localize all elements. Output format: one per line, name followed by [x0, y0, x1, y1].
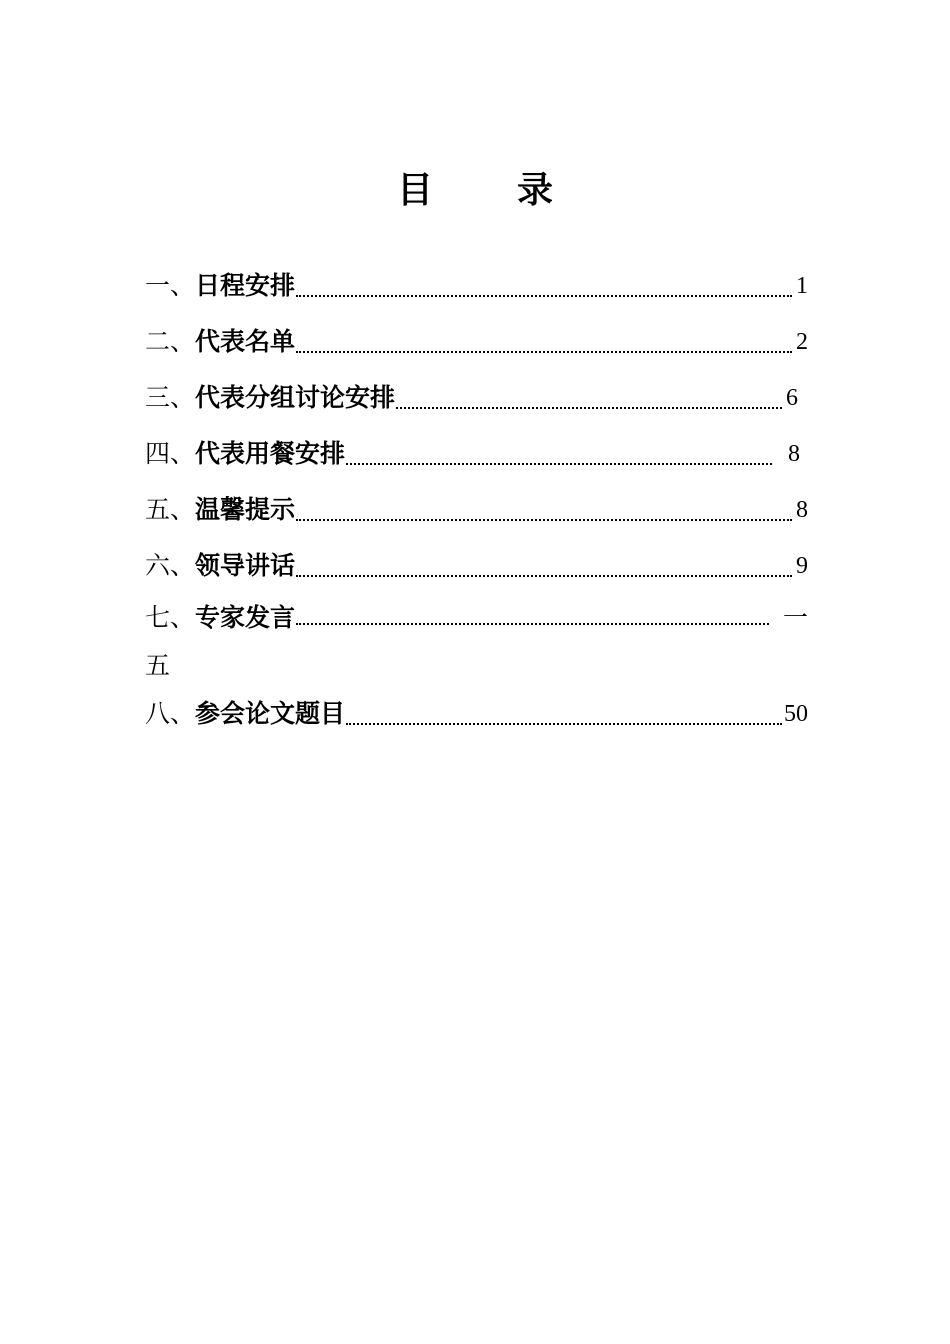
dot-leader	[296, 295, 792, 297]
toc-entry-label: 代表名单	[195, 327, 296, 356]
page-title	[0, 164, 950, 218]
dot-leader	[346, 723, 782, 725]
toc-entry[interactable]	[145, 690, 808, 738]
toc-entry-page: 8	[796, 497, 808, 523]
toc-entry-page: 2	[796, 329, 808, 355]
toc-entry[interactable]	[145, 258, 808, 314]
dot-leader	[296, 519, 792, 521]
toc-entry[interactable]	[145, 594, 808, 642]
toc-entry-number: 五、	[145, 495, 196, 524]
toc-entry-label: 参会论文题目	[195, 699, 346, 728]
toc-entry-page: 1	[796, 273, 808, 299]
dot-leader	[396, 407, 782, 409]
toc-entry[interactable]	[145, 370, 808, 426]
toc-entry-label: 温馨提示	[195, 495, 296, 524]
toc-entry-number: 七、	[145, 603, 196, 632]
toc-entry-number: 一、	[145, 271, 196, 300]
toc-entry-label: 代表用餐安排	[195, 439, 346, 468]
toc-entry-page-continuation: 五	[145, 651, 171, 680]
toc-entry-label: 专家发言	[195, 603, 296, 632]
toc-entry-number: 三、	[145, 383, 196, 412]
toc-entry-label: 日程安排	[195, 271, 296, 300]
table-of-contents	[145, 258, 808, 738]
dot-leader	[296, 575, 792, 577]
toc-entry-page: 8	[788, 441, 800, 467]
toc-entry-number: 二、	[145, 327, 196, 356]
toc-entry-number: 六、	[145, 551, 196, 580]
toc-entry[interactable]	[145, 426, 808, 482]
toc-entry-number: 八、	[145, 699, 196, 728]
toc-entry-page: 6	[786, 385, 798, 411]
title-char-2: 录	[517, 170, 554, 211]
toc-entry-label: 代表分组讨论安排	[195, 383, 396, 412]
toc-entry-number: 四、	[145, 439, 196, 468]
dot-leader	[346, 463, 772, 465]
title-char-1: 目	[396, 170, 433, 211]
dot-leader	[296, 351, 792, 353]
dot-leader	[296, 623, 769, 625]
toc-entry-page: 50	[784, 701, 808, 727]
toc-entry-page: 9	[796, 553, 808, 579]
toc-entry-page: 一	[782, 603, 808, 632]
toc-entry[interactable]	[145, 538, 808, 594]
toc-entry[interactable]	[145, 482, 808, 538]
toc-entry-label: 领导讲话	[195, 551, 296, 580]
toc-entry[interactable]	[145, 314, 808, 370]
